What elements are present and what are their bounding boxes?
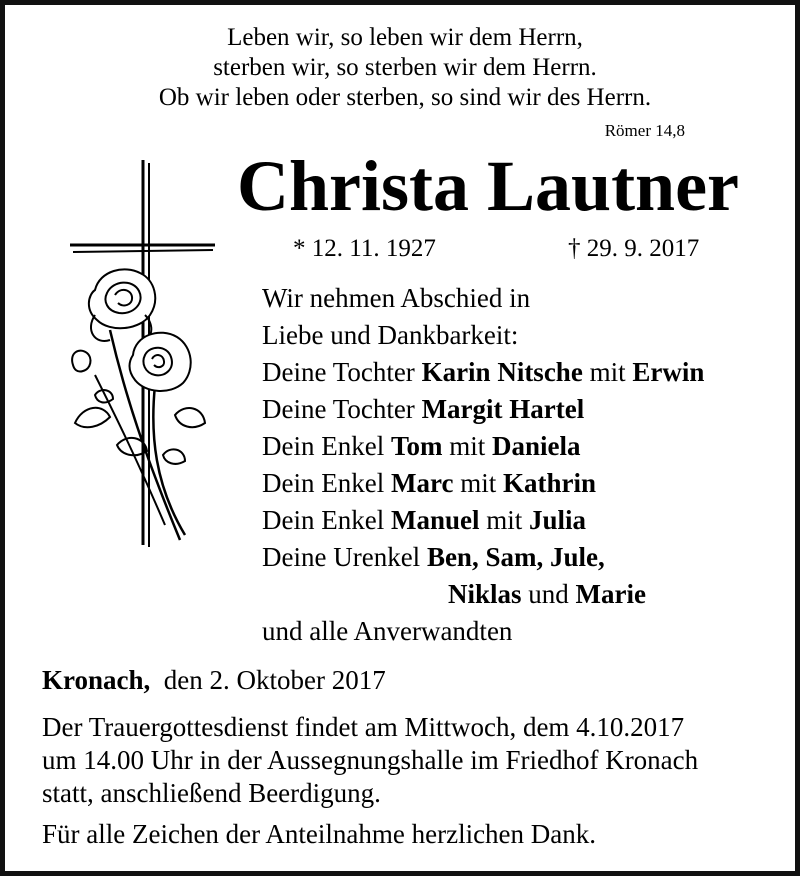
verse-line: Ob wir leben oder sterben, so sind wir des Herrn. (158, 84, 652, 111)
place-date (42, 665, 386, 696)
mourner-line: Niklas und Marie (448, 579, 646, 609)
mourner-name: Manuel (390, 505, 480, 535)
mourner-line: Deine Tochter Karin Nitsche mit Erwin (262, 357, 705, 387)
service-info-line: Der Trauergottesdienst findet am Mittwoch, dem 4.10.2017 (42, 712, 685, 742)
death-date: † 29. 9. 2017 (568, 235, 700, 262)
bible-verse (5, 23, 800, 113)
place-city: Kronach, (42, 665, 151, 695)
verse-line: Leben wir, so leben wir dem Herrn, (227, 24, 583, 51)
verse-reference: Römer 14,8 (604, 121, 685, 140)
mourner-name: Tom (390, 431, 443, 461)
mourner-line: Deine Urenkel Ben, Sam, Jule, (262, 542, 605, 572)
mourner-name: Daniela (492, 431, 581, 461)
mourner-line: Dein Enkel Marc mit Kathrin (262, 468, 596, 498)
mourner-name: Ben, Sam, Jule, (426, 542, 605, 572)
mourner-line: Dein Enkel Manuel mit Julia (262, 505, 587, 535)
deceased-name: Christa Lautner (237, 146, 739, 226)
mourner-line: Dein Enkel Tom mit Daniela (262, 431, 581, 461)
birth-date: * 12. 11. 1927 (293, 235, 436, 262)
mourner-name: Erwin (632, 357, 705, 387)
mourner-name: Marc (390, 468, 454, 498)
verse-line: sterben wir, so sterben wir dem Herrn. (213, 54, 597, 81)
mourner-name: Kathrin (502, 468, 596, 498)
relatives-line: und alle Anverwandten (262, 616, 513, 646)
mourner-name: Niklas (448, 579, 522, 609)
mourner-line: Deine Tochter Margit Hartel (262, 394, 585, 424)
mourner-name: Karin Nitsche (421, 357, 583, 387)
service-info-line: um 14.00 Uhr in der Aussegnungshalle im Friedhof Kronach (42, 745, 699, 775)
service-info-line: statt, anschließend Beerdigung. (42, 778, 381, 808)
farewell-intro: Wir nehmen Abschied in (262, 283, 531, 313)
mourner-name: Margit Hartel (421, 394, 585, 424)
farewell-intro: Liebe und Dankbarkeit: (262, 320, 519, 350)
thanks-line: Für alle Zeichen der Anteilnahme herzlichen Dank. (42, 819, 597, 849)
mourner-name: Julia (529, 505, 587, 535)
mourner-name: Marie (575, 579, 646, 609)
notice-date: den 2. Oktober 2017 (163, 665, 386, 695)
cross-with-roses-icon (55, 155, 225, 555)
